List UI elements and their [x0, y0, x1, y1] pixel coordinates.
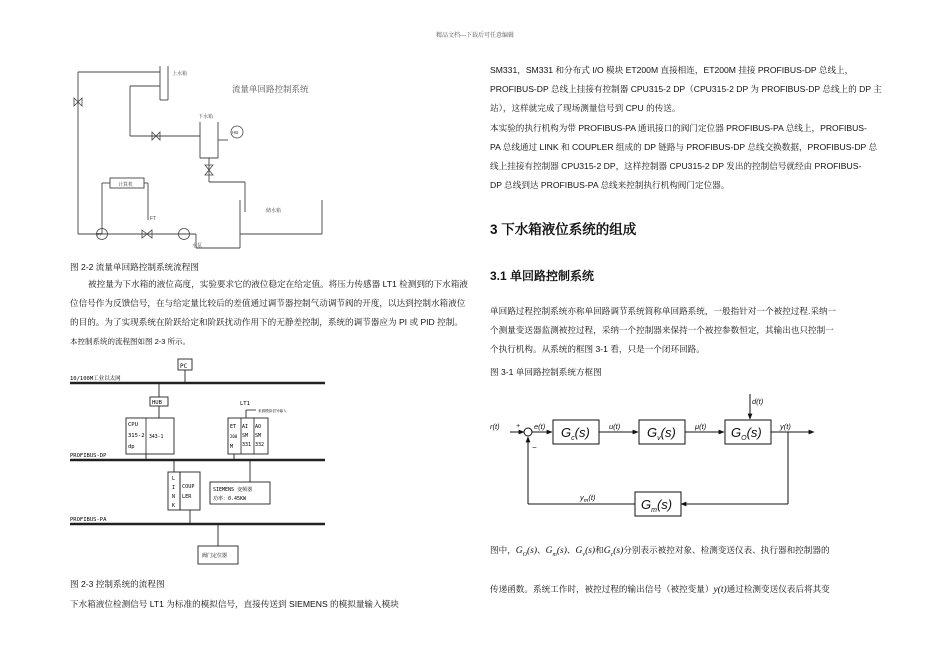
fig22-upper-tank-label: 上水箱 [172, 71, 188, 77]
block-diagram-fig31 [488, 392, 888, 522]
formula-sep-2: 、 [566, 545, 576, 555]
fig31-u-label: u(t) [609, 422, 621, 431]
right-last-line-part2: 通过检测变送仪表后将其变 [726, 584, 830, 594]
fig31-gc-sub: c [571, 435, 575, 442]
formula-gm-g: G [545, 546, 553, 556]
fig23-link-letter-1: L [172, 476, 176, 482]
fig23-ao-line-1: AO [255, 424, 262, 430]
right-p2-line-4: DP 总线到达 PROFIBUS-PA 总线来控制执行机构阀门定位器。 [490, 180, 730, 190]
fig31-go-g: G [731, 425, 742, 440]
fig23-lt1-label: LT1 [240, 401, 250, 407]
fig23-ao-text [255, 424, 264, 448]
section-3-1-heading: 3.1 单回路控制系统 [490, 269, 595, 283]
fig23-et-text [230, 424, 240, 450]
fig31-gc-s: (s) [574, 425, 590, 440]
fig23-ai-line-2: SM [242, 433, 249, 439]
formula-gv-s: (s) [585, 546, 596, 556]
fig23-link-text [172, 476, 178, 509]
fig23-caption: 图 2-3 控制系统的流程图 [70, 579, 165, 589]
fig23-ao-line-2: SM [255, 433, 262, 439]
fig31-gv-s: (s) [660, 425, 676, 440]
fig23-link-letter-2: I [172, 485, 176, 491]
left-last-line: 下水箱液位检测信号 LT1 为标准的模拟信号，直接传送到 SIEMENS 的模拟量输入模块 [70, 599, 399, 609]
fig23-et-line-3: M [230, 444, 234, 450]
right-paragraph-2 [490, 119, 890, 195]
fig23-analog-in-label: 来源模拟信号输入 [258, 409, 287, 413]
formula-gc-s: (s) [613, 546, 624, 556]
fig23-profibus-dp-label: PROFIBUS-DP [70, 453, 107, 459]
fig23-hub-label: HUB [152, 400, 162, 406]
fig23-cp-label: 343-1 [149, 435, 164, 440]
fig23-et-line-1: ET [230, 424, 237, 430]
flow-diagram-fig22 [70, 62, 340, 260]
right-p1-line-1: SM331，SM331 和分布式 I/O 模块 ET200M 直接相连，ET200M 挂接 PROFIBUS-DP 总线上， [490, 65, 854, 75]
fig23-valve-label: 阀门定位器 [202, 553, 228, 559]
fig31-gm-s: (s) [656, 497, 673, 512]
fig23-coupler-line-1: COUP [182, 484, 195, 490]
fig23-cpu-line-2: 315-2 [128, 433, 145, 439]
fig31-minus-label: − [532, 443, 537, 452]
fig23-coupler-line-2: LER [182, 494, 192, 500]
left-paragraph-1-small: 本控制系统的流程图如图 2-3 所示。 [70, 337, 191, 346]
formula-sep-1: 、 [537, 545, 546, 555]
formula-and: 和 [595, 545, 604, 555]
fig23-link-letter-3: N [172, 494, 176, 500]
formula-gc-g: G [603, 546, 611, 556]
fig23-inverter-power: 功率：0.45KW [213, 496, 247, 502]
formula-gv-sub: v [582, 551, 586, 558]
right-last-line [490, 583, 830, 595]
formula-go-s: (s) [527, 546, 538, 556]
fig23-inverter-title: SIEMENS 变频器 [213, 487, 253, 493]
fig23-ai-text [242, 424, 251, 448]
fig22-pump-label: 水泵 [192, 243, 203, 249]
right-p2-line-2: PA 总线通过 LINK 和 COUPLER 组成的 DP 链路与 PROFIBUS-DP 总线交换数据，PROFIBUS-DP 总 [490, 142, 878, 152]
formula-prefix: 图中， [490, 545, 516, 555]
fig23-profibus-pa-label: PROFIBUS-PA [70, 517, 107, 523]
fig31-ym-label [579, 493, 596, 504]
fig22-ft-circle-label: FT [97, 232, 103, 237]
formula-gv-g: G [575, 546, 583, 556]
formula-gc [604, 546, 624, 556]
section-3-heading: 3 下水箱液位系统的组成 [490, 222, 637, 237]
fig31-mu-label: μ(t) [695, 422, 707, 431]
right-last-line-part1: 传递函数。系统工作时，被控过程的输出信号（被控变量） [490, 584, 714, 594]
fig31-e-label: e(t) [534, 422, 546, 431]
right-paragraph-3 [490, 302, 890, 359]
formula-gm [546, 546, 567, 556]
right-p3-line-2: 个测量变送器监测被控过程，采纳一个控制器来保持一个被控参数恒定，其输出也只控制一 [490, 325, 834, 335]
fig23-coupler-text [182, 484, 198, 500]
formula-gv [576, 546, 596, 556]
formula-line [490, 544, 830, 558]
fig22-storage-tank-label: 储水箱 [266, 208, 282, 214]
formula-go-sub: O [522, 551, 528, 558]
fig31-d-label: d(t) [752, 397, 764, 406]
fig23-pc-label: PC [180, 363, 188, 370]
fig31-gv-g: G [647, 425, 658, 440]
fig22-caption: 图 2-2 流量单回路控制系统流程图 [70, 262, 199, 272]
fig22-title: 流量单回路控制系统 [232, 84, 309, 94]
fig31-ym-sub: m [583, 498, 589, 504]
fig23-ethernet-label: 10/100M工业以太网 [70, 376, 121, 382]
fig22-lower-tank-label: 下水箱 [198, 114, 214, 120]
right-last-line-y: y(t) [713, 585, 727, 595]
fig31-caption: 图 3-1 单回路控制系统方框图 [490, 367, 602, 377]
fig31-y-label: y(t) [780, 422, 791, 431]
right-p3-line-1: 单回路过程控制系统亦称单回路调节系统简称单回路系统，一般指针对一个被控过程.采纳一 [490, 306, 837, 316]
fig31-gv-block [647, 425, 676, 442]
formula-go [516, 546, 537, 556]
fig22-computer-label: 计算机 [118, 182, 134, 188]
fig23-cpu-text [128, 422, 148, 450]
fig23-ai-line-1: AI [242, 424, 249, 430]
fig31-gm-block [641, 497, 672, 514]
right-paragraph-1 [490, 61, 890, 118]
right-p1-line-2: PROFIBUS-DP 总线上挂接有控制器 CPU315-2 DP（CPU315-2 DP 为 PROFIBUS-DP 总线上的 DP 主 [490, 84, 882, 94]
right-p3-line-3: 个执行机构。从系统的框图 3-1 看，只是一个闭环回路。 [490, 344, 705, 354]
fig23-ai-line-3: 331 [242, 442, 252, 448]
formula-gm-sub: m [552, 551, 557, 558]
fig23-cpu-line-1: CPU [128, 422, 138, 428]
fig31-gm-sub: m [651, 507, 657, 514]
page-header: 精品文档---下载后可任意编辑 [436, 33, 514, 39]
formula-gc-sub: c [610, 551, 614, 558]
formula-gm-s: (s) [556, 546, 567, 556]
fig23-cpu-line-3: dp [128, 444, 135, 450]
right-p2-line-3: 线上挂接有控制器 CPU315-2 DP，这样控制器 CPU315-2 DP 发出的控制信号就经由 PROFIBUS- [490, 161, 862, 171]
fig31-go-s: (s) [746, 425, 762, 440]
right-p1-line-3: 站），这样就完成了现场测量信号到 CPU 的传送。 [490, 103, 681, 113]
fig22-ft-label: FT [150, 216, 157, 222]
control-system-fig23 [70, 358, 340, 568]
formula-go-g: G [515, 546, 523, 556]
right-p2-line-1: 本实验的执行机构为带 PROFIBUS-PA 通讯接口的阀门定位器 PROFIBUS-PA 总线上，PROFIBUS- [490, 123, 867, 133]
left-paragraph-1-text: 被控量为下水箱的液位高度，实验要求它的液位稳定在给定值。将压力传感器 LT1 检测到的下水箱液位信号作为反馈信号，在与给定量比较后的差值通过调节器控制气动调节阀的开度，以达到控制水箱液位的目的。为了实现系统在阶跃给定和阶跃扰动作用下的无静差控制，系统的调节器应为 PI 或 PID 控制。 [70, 279, 468, 327]
fig22-hb-label: HB [232, 130, 239, 135]
fig31-gc-g: G [561, 425, 572, 440]
fig23-ao-line-3: 332 [255, 442, 265, 448]
fig31-plus-label: + [516, 423, 521, 430]
left-paragraph-1 [70, 275, 468, 351]
fig31-gc-block [561, 425, 590, 442]
fig31-go-sub: O [741, 435, 747, 442]
fig31-gv-sub: v [657, 435, 661, 442]
fig31-gm-g: G [641, 497, 652, 512]
fig31-ym-t: (t) [588, 493, 596, 502]
fig31-ym-y: y [580, 493, 584, 502]
fig23-link-letter-4: K [172, 503, 176, 509]
fig23-et-line-2: 200 [230, 434, 238, 439]
formula-suffix: 分别表示被控对象、检测变送仪表、执行器和控制器的 [623, 545, 830, 555]
fig31-r-label: r(t) [490, 422, 500, 431]
fig31-go-block [731, 425, 762, 442]
